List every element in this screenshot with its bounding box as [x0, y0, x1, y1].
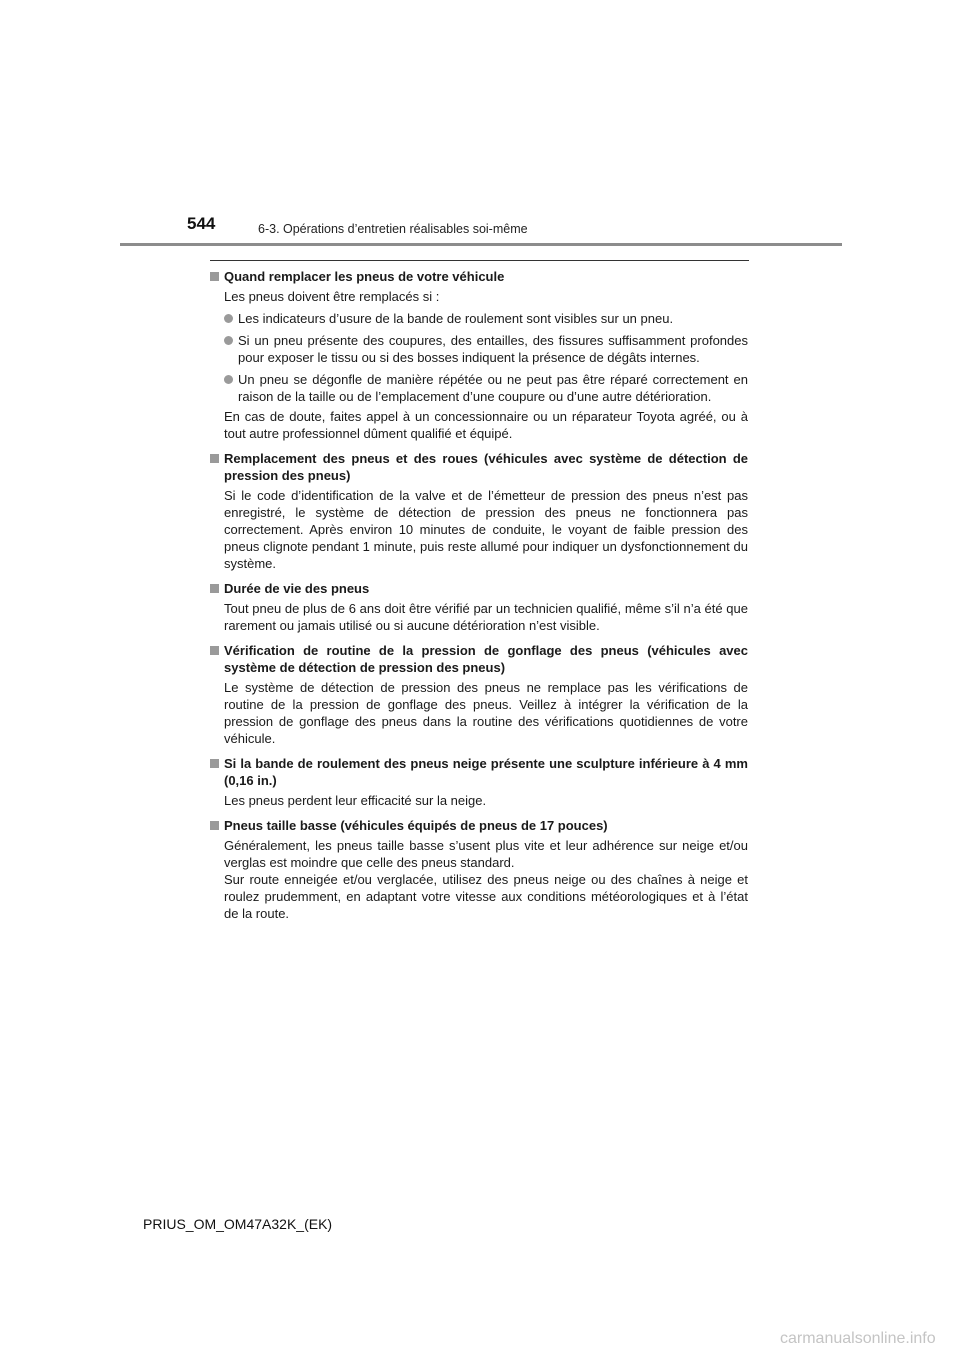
section-heading: Si la bande de roulement des pneus neige présente une sculpture inférieure à 4 mm (0,16 in.) — [210, 755, 748, 789]
section-body: Généralement, les pneus taille basse s’usent plus vite et leur adhérence sur neige et/ou verglas est moindre que celle des pneus standard. — [224, 838, 748, 870]
section-heading: Remplacement des pneus et des roues (véhicules avec système de détection de pression des pneus) — [210, 450, 748, 484]
section-body: Sur route enneigée et/ou verglacée, utilisez des pneus neige ou des chaînes à neige et roulez prudemment, en adaptant votre vitesse aux conditions météorologiques et à l’état de la route. — [224, 872, 748, 921]
page-content — [210, 268, 748, 922]
square-bullet-icon — [210, 821, 219, 830]
square-bullet-icon — [210, 272, 219, 281]
watermark: carmanualsonline.info — [780, 1330, 936, 1347]
circle-bullet-icon — [224, 336, 233, 345]
circle-bullet-icon — [224, 314, 233, 323]
section-intro: Les pneus doivent être remplacés si : — [224, 289, 440, 304]
section-body: Les pneus perdent leur efficacité sur la neige. — [224, 793, 487, 808]
square-bullet-icon — [210, 646, 219, 655]
section-body: Si le code d’identification de la valve et de l’émetteur de pression des pneus n’est pas enregistré, le système de détection de pression des pneus ne fonctionnera pas correctement. Après environ 10 minutes de conduite, le voyant de faible pression des pneus clignote pendant 1 minute, puis reste allumé pour indiquer un dysfonctionnement du système. — [224, 488, 748, 571]
section-outro: En cas de doute, faites appel à un concessionnaire ou un réparateur Toyota agréé, ou à tout autre professionnel dûment qualifié et équipé. — [224, 409, 748, 441]
header-divider — [120, 243, 842, 246]
page-number: 544 — [187, 214, 216, 233]
list-item: Si un pneu présente des coupures, des entailles, des fissures suffisamment profondes pour exposer le tissu ou si des bosses indiquent la présence de dégâts internes. — [210, 332, 748, 366]
section-heading: Vérification de routine de la pression de gonflage des pneus (véhicules avec système de détection de pression des pneus) — [210, 642, 748, 676]
list-item: Les indicateurs d’usure de la bande de roulement sont visibles sur un pneu. — [210, 310, 748, 327]
section-heading: Pneus taille basse (véhicules équipés de pneus de 17 pouces) — [210, 817, 748, 834]
square-bullet-icon — [210, 584, 219, 593]
square-bullet-icon — [210, 454, 219, 463]
section-heading: Durée de vie des pneus — [210, 580, 748, 597]
section-body: Tout pneu de plus de 6 ans doit être vérifié par un technicien qualifié, même s’il n’a été que rarement ou jamais utilisé ou si aucune détérioration n’est visible. — [224, 601, 748, 633]
list-item: Un pneu se dégonfle de manière répétée ou ne peut pas être réparé correctement en raison de la taille ou de l’emplacement d’une coupure ou d’une autre détérioration. — [210, 371, 748, 405]
section-heading: Quand remplacer les pneus de votre véhicule — [210, 268, 748, 285]
content-divider — [210, 260, 749, 261]
section-title: 6-3. Opérations d’entretien réalisables soi-même — [258, 222, 528, 236]
section-body: Le système de détection de pression des pneus ne remplace pas les vérifications de routine de la pression de gonflage des pneus. Veillez à intégrer la vérification de la pression de gonflage des pneus dans la routine des vérifications quotidiennes de votre véhicule. — [224, 680, 748, 746]
square-bullet-icon — [210, 759, 219, 768]
circle-bullet-icon — [224, 375, 233, 384]
document-code: PRIUS_OM_OM47A32K_(EK) — [143, 1216, 333, 1232]
